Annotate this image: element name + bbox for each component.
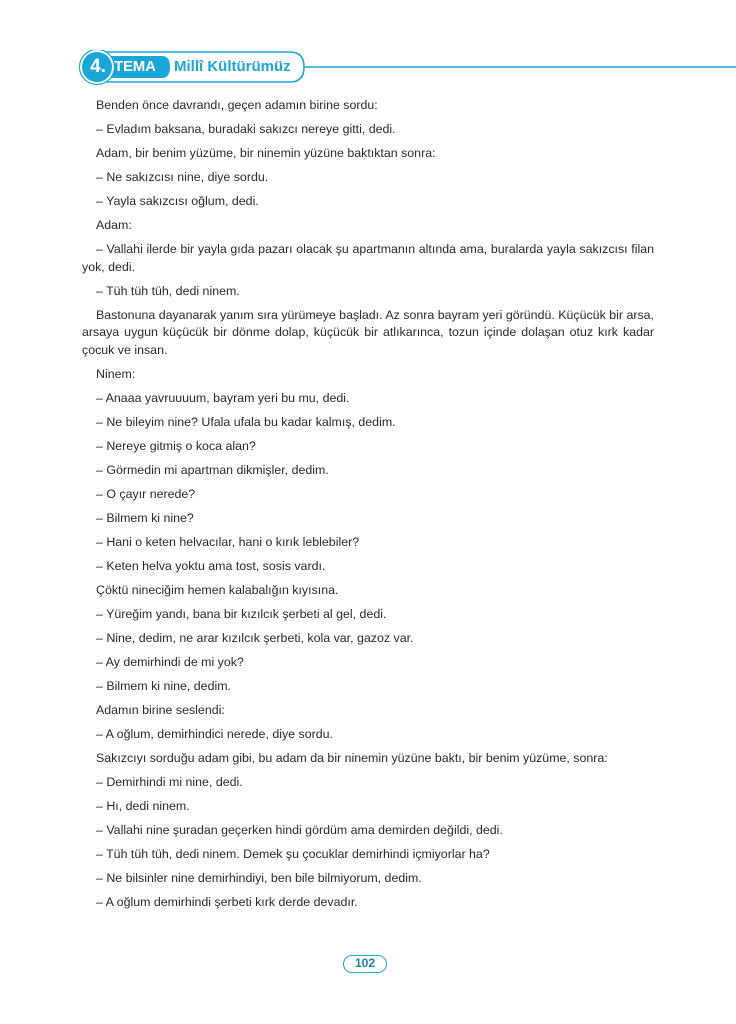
page-number: 102 [343, 955, 387, 973]
paragraph: – A oğlum demirhindi şerbeti kırk derde devadır. [96, 894, 358, 909]
paragraph: – Bilmem ki nine, dedim. [96, 678, 231, 693]
paragraph: – Keten helva yoktu ama tost, sosis vardı. [96, 558, 326, 573]
paragraph: – O çayır nerede? [96, 486, 196, 501]
paragraph: – Tüh tüh tüh, dedi ninem. Demek şu çocuklar demirhindi içmiyorlar ha? [96, 846, 490, 861]
paragraph: – Hani o keten helvacılar, hani o kırık leblebiler? [96, 534, 360, 549]
paragraph: Adam, bir benim yüzüme, bir ninemin yüzüne baktıktan sonra: [96, 146, 436, 160]
paragraph: – Bilmem ki nine? [96, 510, 194, 525]
paragraph: – Yayla sakızcısı oğlum, dedi. [96, 194, 259, 208]
paragraph: – Demirhindi mi nine, dedi. [96, 774, 243, 789]
paragraph: – Ne sakızcısı nine, diye sordu. [96, 170, 269, 184]
paragraph: – Görmedin mi apartman dikmişler, dedim. [96, 462, 329, 477]
paragraph: – Nereye gitmiş o koca alan? [96, 438, 256, 453]
paragraph: – Vallahi ilerde bir yayla gıda pazarı olacak şu apartmanın altında ama, buralarda yayla sakızcısı filan yok, dedi. [82, 242, 654, 274]
paragraph: Adamın birine seslendi: [96, 702, 225, 717]
paragraph: – Anaaa yavruuuum, bayram yeri bu mu, dedi. [96, 390, 350, 405]
paragraph: Çöktü nineciğim hemen kalabalığın kıyısına. [96, 582, 339, 597]
paragraph: – Evladım baksana, buradaki sakızcı nereye gitti, dedi. [96, 122, 396, 136]
paragraph: Adam: [96, 218, 132, 232]
paragraph: – Nine, dedim, ne arar kızılcık şerbeti, kola var, gazoz var. [96, 630, 414, 645]
paragraph: Bastonuna dayanarak yanım sıra yürümeye başladı. Az sonra bayram yeri göründü. Küçücük bir arsa, arsaya uygun küçücük bir dönme dolap, küçücük bir atlıkarınca, tozun içinde dolaşan otuz kırk kadar çocuk ve insan. [82, 307, 654, 357]
paragraph: Ninem: [96, 366, 136, 381]
paragraph: – Ne bilsinler nine demirhindiyi, ben bile bilmiyorum, dedim. [96, 870, 422, 885]
paragraph: Benden önce davrandı, geçen adamın birine sordu: [96, 98, 378, 112]
paragraph: Sakızcıyı sorduğu adam gibi, bu adam da bir ninemin yüzüne baktı, bir benim yüzüme, sonra: [96, 750, 608, 765]
paragraph: – Ay demirhindi de mi yok? [96, 654, 244, 669]
paragraph: – Hı, dedi ninem. [96, 798, 190, 813]
theme-label: TEMA [114, 58, 156, 75]
paragraph: – Vallahi nine şuradan geçerken hindi gördüm ama demirden değildi, dedi. [96, 822, 503, 837]
theme-header [74, 50, 736, 88]
paragraph: – Yüreğim yandı, bana bir kızılcık şerbeti al gel, dedi. [96, 606, 387, 621]
paragraph: – A oğlum, demirhindici nerede, diye sordu. [96, 726, 333, 741]
theme-title: Millî Kültürümüz [174, 58, 291, 75]
theme-number: 4. [90, 56, 106, 77]
story-text [82, 97, 654, 918]
paragraph: – Tüh tüh tüh, dedi ninem. [96, 283, 240, 298]
paragraph: – Ne bileyim nine? Ufala ufala bu kadar kalmış, dedim. [96, 414, 396, 429]
